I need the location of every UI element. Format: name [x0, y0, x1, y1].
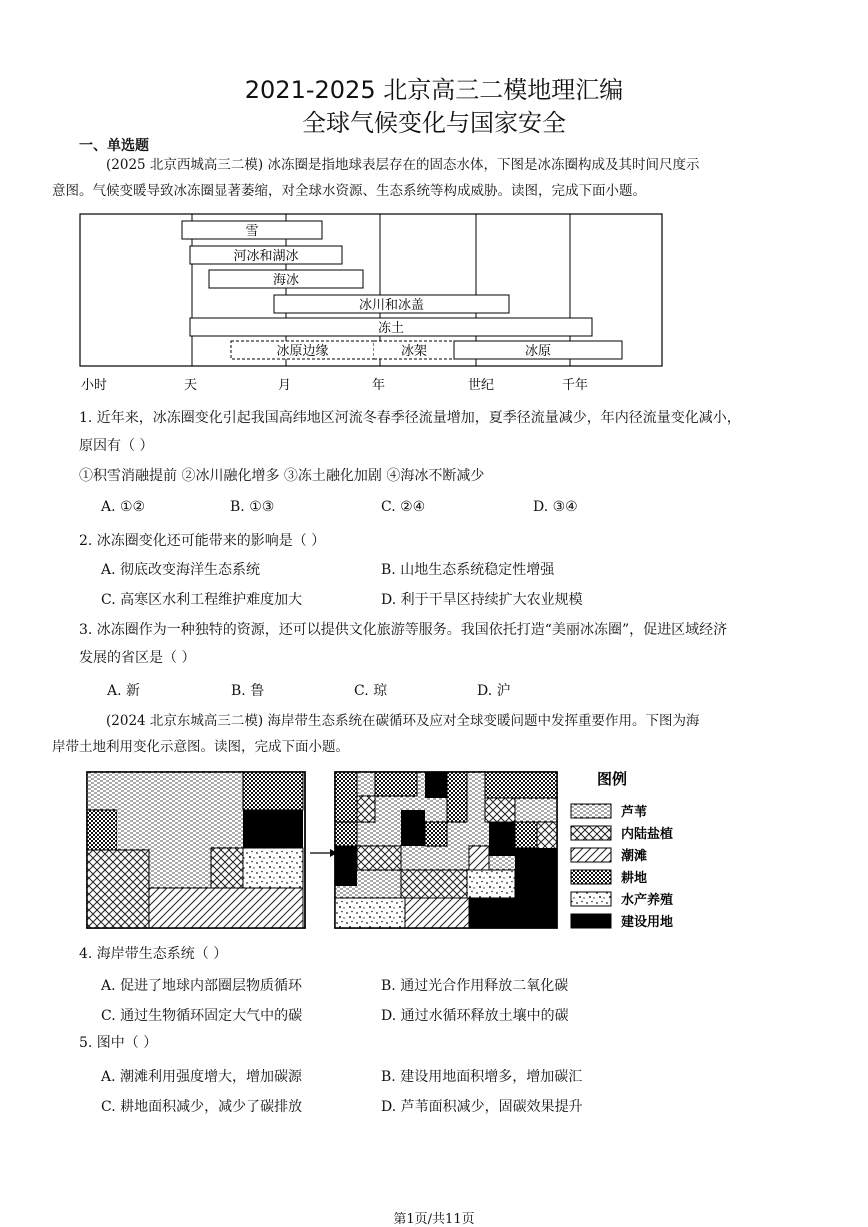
q1-option-a[interactable]: A. ①②: [101, 499, 146, 515]
q4-option-c[interactable]: C. 通过生物循环固定大气中的碳: [101, 1008, 303, 1024]
map-legend: [571, 770, 673, 930]
q4-option-b[interactable]: B. 通过光合作用释放二氧化碳: [381, 978, 569, 994]
q2-option-c[interactable]: C. 高寒区水利工程维护难度加大: [101, 592, 303, 608]
legend-label-reed: 芦苇: [621, 805, 648, 820]
legend-swatch-build: [571, 914, 611, 928]
page-title: 2021-2025 北京高三二模地理汇编: [244, 76, 624, 104]
q1-option-c[interactable]: C. ②④: [381, 499, 426, 515]
question-3: [79, 616, 791, 672]
legend-swatch-flat: [571, 848, 611, 862]
intro1-line2: 意图。气候变暖导致冰冻圈显著萎缩，对全球水资源、生态系统等构成威胁。读图，完成下面小题。: [52, 183, 646, 199]
map-after: [335, 772, 557, 928]
q2-option-d[interactable]: D. 利于干旱区持续扩大农业规模: [381, 592, 583, 608]
q3-option-d[interactable]: D. 沪: [477, 683, 511, 699]
page-footer: 第1页/共11页: [393, 1212, 475, 1227]
legend-label-build: 建设用地: [621, 915, 674, 930]
legend-label-farm: 耕地: [621, 871, 648, 886]
q1-option-d[interactable]: D. ③④: [533, 499, 578, 515]
q3-option-b[interactable]: B. 鲁: [231, 683, 265, 699]
legend-label-aqua: 水产养殖: [621, 893, 674, 908]
legend-label-salt: 内陆盐植: [621, 827, 674, 842]
cryosphere-timescale-chart: [79, 213, 669, 398]
chart-bar-label: 雪: [245, 224, 259, 239]
q3-option-c[interactable]: C. 琼: [354, 683, 388, 699]
q2-stem: 2. 冰冻圈变化还可能带来的影响是（ ）: [79, 533, 326, 549]
intro1-line1: (2025 北京西城高三二模) 冰冻圈是指地球表层存在的固态水体，下图是冰冻圈构成及其时间尺度示: [106, 157, 700, 173]
q5-option-b[interactable]: B. 建设用地面积增多，增加碳汇: [381, 1069, 583, 1085]
chart-bar-label: 冻土: [377, 321, 405, 336]
legend-swatch-aqua: [571, 892, 611, 906]
q4-option-a[interactable]: A. 促进了地球内部圈层物质循环: [101, 978, 303, 994]
intro2-line1: (2024 北京东城高三二模) 海岸带生态系统在碳循环及应对全球变暖问题中发挥重要作用。下图为海: [106, 713, 700, 729]
chart-tick-label: 天: [184, 378, 198, 393]
q5-option-d[interactable]: D. 芦苇面积减少，固碳效果提升: [381, 1099, 583, 1115]
q5-stem: 5. 图中（ ）: [79, 1035, 158, 1051]
intro-paragraph-1: [52, 152, 791, 204]
q3-stem-line2: 发展的省区是（ ）: [79, 650, 196, 666]
legend-swatch-farm: [571, 870, 611, 884]
chart-bar-label: 冰原边缘: [276, 344, 329, 359]
legend-title: 图例: [597, 770, 628, 788]
intro2-line2: 岸带土地利用变化示意图。读图，完成下面小题。: [52, 739, 349, 755]
chart-tick-label: 月: [278, 378, 292, 393]
chart-tick-label: 千年: [562, 378, 589, 393]
intro-paragraph-2: [52, 708, 791, 760]
chart-bar-label: 海冰: [272, 273, 300, 288]
legend-swatch-reed: [571, 804, 611, 818]
chart-bar-label: 冰架: [400, 344, 428, 359]
question-1: [79, 404, 791, 490]
q5-option-a[interactable]: A. 潮滩利用强度增大，增加碳源: [101, 1069, 303, 1085]
legend-swatch-salt: [571, 826, 611, 840]
chart-tick-label: 世纪: [468, 378, 495, 393]
q4-stem: 4. 海岸带生态系统（ ）: [79, 946, 228, 962]
chart-tick-label: 年: [372, 378, 386, 393]
q1-stem-line2: 原因有（ ）: [79, 438, 154, 454]
legend-label-flat: 潮滩: [621, 849, 648, 864]
q4-option-d[interactable]: D. 通过水循环释放土壤中的碳: [381, 1008, 569, 1024]
chart-bar-label: 冰原: [524, 344, 552, 359]
chart-bar-label: 河冰和湖冰: [233, 249, 299, 264]
section-heading: 一、单选题: [79, 138, 149, 154]
chart-tick-label: 小时: [81, 378, 108, 393]
coastal-landuse-maps: [85, 770, 685, 932]
q1-stem-line1: 1. 近年来，冰冻圈变化引起我国高纬地区河流冬春季径流量增加，夏季径流量减少，年内径流量变化减小，: [79, 410, 741, 426]
page-subtitle: 全球气候变化与国家安全: [302, 109, 566, 137]
q5-option-c[interactable]: C. 耕地面积减少，减少了碳排放: [101, 1099, 303, 1115]
q1-items: ①积雪消融提前 ②冰川融化增多 ③冻土融化加剧 ④海冰不断减少: [79, 468, 485, 484]
change-arrow: [310, 849, 337, 857]
q2-option-a[interactable]: A. 彻底改变海洋生态系统: [101, 562, 261, 578]
q1-option-b[interactable]: B. ①③: [230, 499, 275, 515]
map-before: [87, 772, 305, 928]
chart-bar-label: 冰川和冰盖: [358, 298, 425, 313]
q3-stem-line1: 3. 冰冻圈作为一种独特的资源，还可以提供文化旅游等服务。我国依托打造“美丽冰冻圈”，促进区域经济: [79, 622, 728, 638]
q3-option-a[interactable]: A. 新: [107, 683, 141, 699]
q2-option-b[interactable]: B. 山地生态系统稳定性增强: [381, 562, 555, 578]
